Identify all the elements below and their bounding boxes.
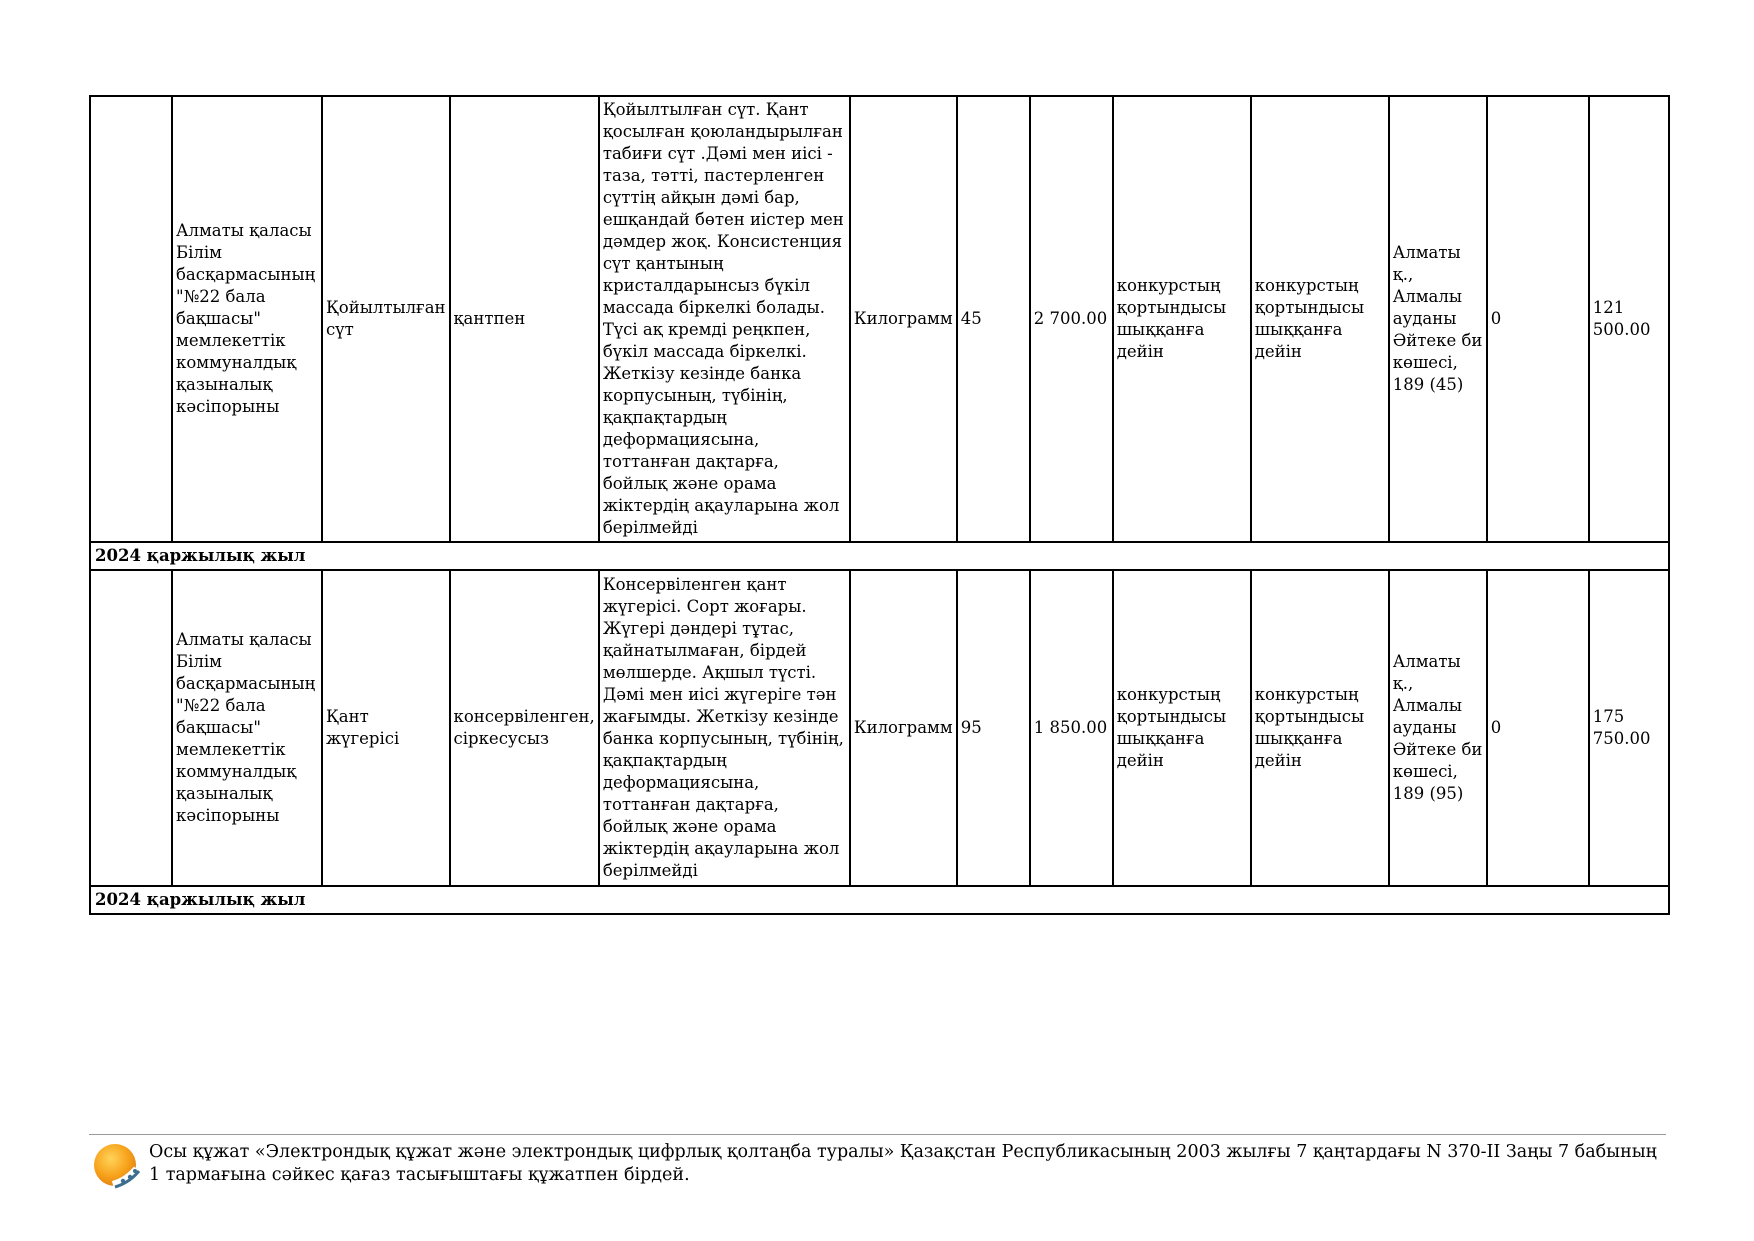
unit-cell: Килограмм <box>850 570 957 886</box>
index-cell <box>90 570 172 886</box>
fiscal-year-label: 2024 қаржылық жыл <box>90 886 1669 914</box>
item-name-cell: Қойылтылған сүт <box>322 96 450 542</box>
unit-cell: Килограмм <box>850 96 957 542</box>
delivery-term-cell: конкурстың қортындысы шыққанға дейін <box>1251 570 1389 886</box>
advance-cell: 0 <box>1487 570 1589 886</box>
delivery-place-cell: Алматы қ., Алмалы ауданы Әйтеке би көшесі, 189 (95) <box>1389 570 1487 886</box>
short-spec-cell: қантпен <box>450 96 599 542</box>
table-row <box>90 96 1669 542</box>
delivery-term-cell: конкурстың қортындысы шыққанға дейін <box>1251 96 1389 542</box>
customer-cell: Алматы қаласы Білім басқармасының "№22 бала бақшасы" мемлекеттік коммуналдық қазыналық кәсіпорыны <box>172 570 322 886</box>
price-cell: 2 700.00 <box>1030 96 1113 542</box>
document-footer <box>89 1134 1666 1185</box>
index-cell <box>90 96 172 542</box>
table-row <box>90 886 1669 914</box>
description-cell: Қойылтылған сүт. Қант қосылған қоюландырылған табиғи сүт .Дәмі мен иісі - таза, тәтті, пастерленген сүттің айқын дәмі бар, ешқандай бөтен иістер мен дәмдер жоқ. Консистенция сүт қантының кристалдарынсыз бүкіл массада біркелкі болады. Түсі ақ кремді реңкпен, бүкіл массада біркелкі. Жеткізу кезінде банка корпусының, түбінің, қақпақтардың деформациясына, тоттанған дақтарға, бойлық және орама жіктердің ақауларына жол берілмейді <box>599 96 850 542</box>
description-cell: Консервіленген қант жүгерісі. Сорт жоғары. Жүгері дәндері тұтас, қайнатылмаған, бірдей мөлшерде. Ақшыл түсті. Дәмі мен иісі жүгеріге тән жағымды. Жеткізу кезінде банка корпусының, түбінің, қақпақтардың деформациясына, тоттанған дақтарға, бойлық және орама жіктердің ақауларына жол берілмейді <box>599 570 850 886</box>
delivery-term-cell: конкурстың қортындысы шыққанға дейін <box>1113 570 1251 886</box>
short-spec-cell: консервіленген, сіркесусыз <box>450 570 599 886</box>
egov-sun-logo-icon <box>93 1141 141 1189</box>
delivery-term-cell: конкурстың қортындысы шыққанға дейін <box>1113 96 1251 542</box>
quantity-cell: 95 <box>957 570 1030 886</box>
table-row <box>90 570 1669 886</box>
quantity-cell: 45 <box>957 96 1030 542</box>
table-row <box>90 542 1669 570</box>
advance-cell: 0 <box>1487 96 1589 542</box>
fiscal-year-label: 2024 қаржылық жыл <box>90 542 1669 570</box>
total-cell: 121 500.00 <box>1589 96 1669 542</box>
price-cell: 1 850.00 <box>1030 570 1113 886</box>
customer-cell: Алматы қаласы Білім басқармасының "№22 бала бақшасы" мемлекеттік коммуналдық қазыналық кәсіпорыны <box>172 96 322 542</box>
delivery-place-cell: Алматы қ., Алмалы ауданы Әйтеке би көшесі, 189 (45) <box>1389 96 1487 542</box>
legal-note: Осы құжат «Электрондық құжат және электрондық цифрлық қолтаңба туралы» Қазақстан Республикасының 2003 жылғы 7 қаңтардағы N 370-II Заңы 7 бабының 1 тармағына сәйкес қағаз тасығыштағы құжатпен бірдей. <box>149 1142 1657 1185</box>
total-cell: 175 750.00 <box>1589 570 1669 886</box>
procurement-table <box>89 95 1670 915</box>
item-name-cell: Қант жүгерісі <box>322 570 450 886</box>
